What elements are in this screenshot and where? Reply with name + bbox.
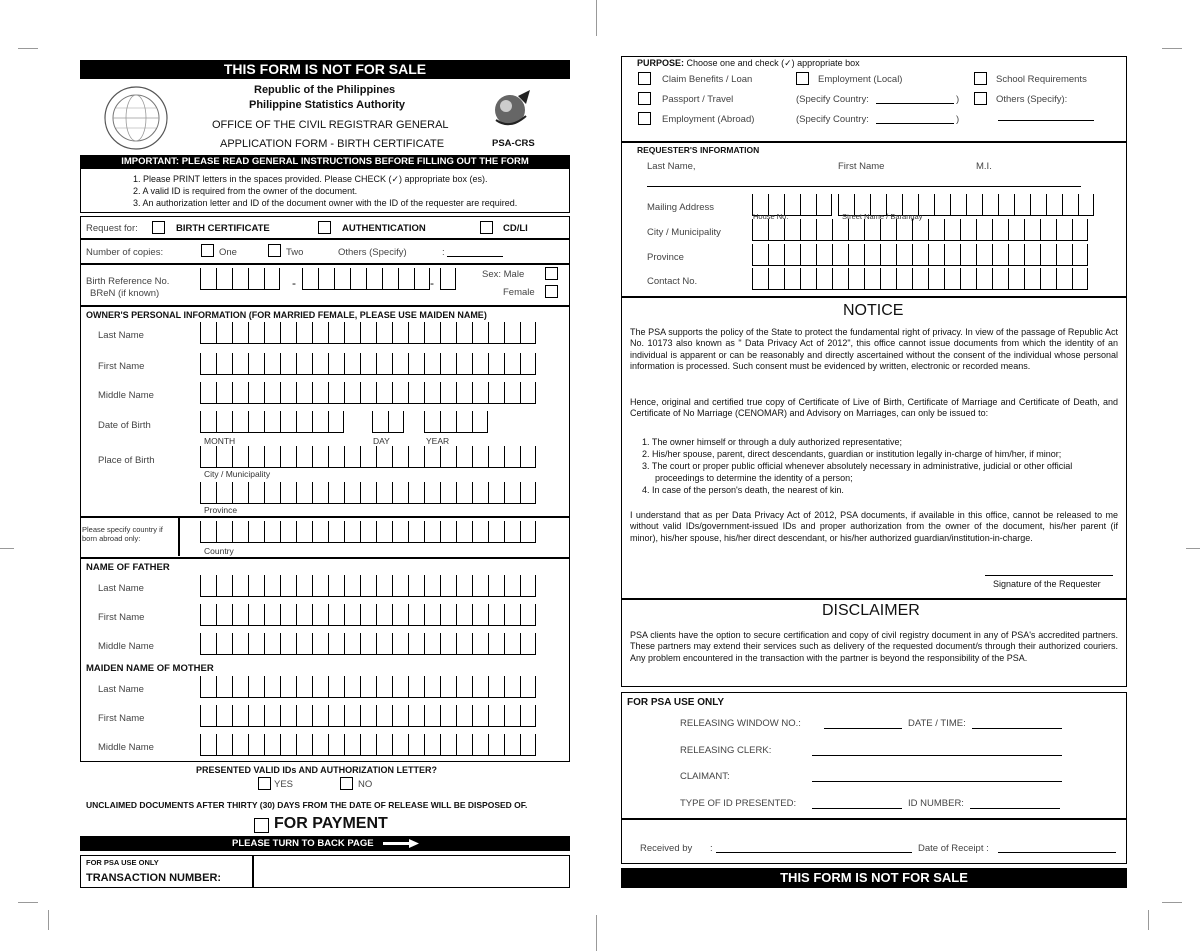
father-middle-name-field[interactable] bbox=[200, 633, 536, 655]
two-copies-label: Two bbox=[286, 247, 304, 258]
yes-checkbox[interactable] bbox=[258, 777, 271, 790]
datetime-field[interactable] bbox=[972, 728, 1062, 729]
claim-benefits-checkbox[interactable] bbox=[638, 72, 651, 85]
disclaimer-title: DISCLAIMER bbox=[822, 602, 920, 619]
father-first-name-field[interactable] bbox=[200, 604, 536, 626]
birth-certificate-label: BIRTH CERTIFICATE bbox=[176, 223, 270, 234]
contact-field[interactable] bbox=[752, 268, 1088, 290]
requester-mi-label: M.I. bbox=[976, 161, 992, 172]
street-label: Street Name / Barangay bbox=[842, 212, 923, 221]
received-by-colon: : bbox=[710, 843, 713, 854]
purpose-instruction: Choose one and check (✓) appropriate box bbox=[686, 58, 860, 68]
passport-checkbox[interactable] bbox=[638, 92, 651, 105]
close-paren-1: ) bbox=[956, 94, 960, 105]
country-field[interactable] bbox=[200, 521, 536, 543]
claimant-field[interactable] bbox=[812, 781, 1062, 782]
city-label: City / Municipality bbox=[204, 469, 271, 479]
releasing-clerk-field[interactable] bbox=[812, 755, 1062, 756]
psa-logo-icon bbox=[490, 86, 536, 130]
important-title: IMPORTANT: PLEASE READ GENERAL INSTRUCTIONS BEFORE FILLING OUT THE FORM bbox=[80, 155, 570, 169]
instruction-3: 3. An authorization letter and ID of the document owner with the ID of the requester are required. bbox=[133, 198, 518, 208]
father-last-name-label: Last Name bbox=[98, 583, 144, 594]
country-label: Country bbox=[204, 546, 234, 556]
requester-title: REQUESTER'S INFORMATION bbox=[637, 145, 760, 155]
republic-text: Republic of the Philippines bbox=[254, 84, 396, 96]
bren-field-3[interactable] bbox=[440, 268, 456, 290]
authentication-checkbox[interactable] bbox=[318, 221, 331, 234]
female-checkbox[interactable] bbox=[545, 285, 558, 298]
owner-first-name-field[interactable] bbox=[200, 353, 536, 375]
releasing-window-field[interactable] bbox=[824, 728, 902, 729]
unclaimed-notice: UNCLAIMED DOCUMENTS AFTER THIRTY (30) DAYS FROM THE DATE OF RELEASE WILL BE DISPOSED OF. bbox=[86, 800, 528, 810]
dob-label: Date of Birth bbox=[98, 420, 151, 431]
mother-middle-name-label: Middle Name bbox=[98, 742, 154, 753]
received-by-label: Received by bbox=[640, 843, 693, 854]
dob-year-field[interactable] bbox=[424, 411, 488, 433]
others-purpose-label: Others (Specify): bbox=[996, 94, 1068, 105]
claim-benefits-label: Claim Benefits / Loan bbox=[662, 74, 753, 85]
notice-paragraph-1: The PSA supports the policy of the State to protect the fundamental right of privacy. In view of the passage of Republic Act No. 10173 also known as " Data Privacy Act of 2012", this office cannot issue documents from which the identity of an individual is apparent or can be reasonably and directly ascertained without the consent of the individual whose personal information is processed. Such consent must be evidenced by written, electronic or recorded means. bbox=[630, 327, 1118, 372]
form-code: PSA-CRS bbox=[492, 138, 535, 149]
mother-middle-name-field[interactable] bbox=[200, 734, 536, 756]
pob-city-field[interactable] bbox=[200, 446, 536, 468]
abroad-note: Please specify country if born abroad only: bbox=[82, 525, 163, 543]
male-checkbox[interactable] bbox=[545, 267, 558, 280]
purpose-heading bbox=[637, 58, 860, 69]
bren-field-2[interactable] bbox=[302, 268, 430, 290]
mailing-address-label: Mailing Address bbox=[647, 202, 715, 213]
cdli-checkbox[interactable] bbox=[480, 221, 493, 234]
transaction-number-field[interactable] bbox=[254, 857, 568, 887]
notice-item-3: 3. The court or proper public official whenever absolutely necessary in administrative, judicial or other official bbox=[642, 461, 1073, 471]
employment-abroad-label: Employment (Abroad) bbox=[662, 114, 755, 125]
mother-section-title: MAIDEN NAME OF MOTHER bbox=[86, 663, 214, 674]
month-label: MONTH bbox=[204, 436, 236, 446]
bren-field-1[interactable] bbox=[200, 268, 280, 290]
requester-city-label: City / Municipality bbox=[647, 227, 721, 238]
specify-country-label-2: (Specify Country: bbox=[796, 114, 869, 125]
psa-use-only-right: FOR PSA USE ONLY bbox=[627, 697, 725, 708]
notice-item-2: 2. His/her spouse, parent, direct descendants, guardian or institution legally in-charge of him/her, if minor; bbox=[642, 449, 1062, 459]
notice-item-4: 4. In case of the person's death, the nearest of kin. bbox=[642, 485, 844, 495]
notice-item-3-cont: proceedings to determine the identity of a person; bbox=[655, 473, 853, 483]
top-banner: THIS FORM IS NOT FOR SALE bbox=[80, 60, 570, 79]
others-colon: : bbox=[442, 247, 445, 258]
province-label: Province bbox=[204, 505, 238, 515]
turn-page-bar bbox=[80, 836, 570, 851]
notice-title: NOTICE bbox=[843, 302, 904, 319]
notice-item-1: 1. The owner himself or through a duly authorized representative; bbox=[642, 437, 902, 447]
releasing-window-label: RELEASING WINDOW NO.: bbox=[680, 718, 801, 729]
dob-day-field[interactable] bbox=[372, 411, 404, 433]
for-payment-label: FOR PAYMENT bbox=[274, 815, 388, 832]
pob-province-field[interactable] bbox=[200, 482, 536, 504]
others-purpose-checkbox[interactable] bbox=[974, 92, 987, 105]
psa-use-only-left: FOR PSA USE ONLY bbox=[86, 858, 159, 867]
pob-label: Place of Birth bbox=[98, 455, 155, 466]
id-number-label: ID NUMBER: bbox=[908, 798, 964, 809]
office-text: OFFICE OF THE CIVIL REGISTRAR GENERAL bbox=[212, 119, 449, 131]
datetime-label: DATE / TIME: bbox=[908, 718, 966, 729]
requester-first-name-label: First Name bbox=[838, 161, 885, 172]
instruction-2: 2. A valid ID is required from the owner of the document. bbox=[133, 186, 358, 196]
others-purpose-field[interactable] bbox=[998, 120, 1094, 121]
female-label: Female bbox=[503, 287, 535, 298]
year-label: YEAR bbox=[426, 436, 450, 446]
mother-last-name-label: Last Name bbox=[98, 684, 144, 695]
notice-paragraph-2: Hence, original and certified true copy of Certificate of Live of Birth, Certificate of Marriage and Certificate of Death, and Certificate of No Marriage (CENOMAR) and Advisory on Marriages, can only be issued to: bbox=[630, 397, 1118, 419]
id-number-field[interactable] bbox=[970, 808, 1060, 809]
bren-dash-2: - bbox=[430, 276, 434, 290]
father-first-name-label: First Name bbox=[98, 612, 145, 623]
copies-label: Number of copies: bbox=[86, 247, 164, 258]
school-requirements-label: School Requirements bbox=[996, 74, 1087, 85]
one-copy-label: One bbox=[219, 247, 237, 258]
transaction-number-label: TRANSACTION NUMBER: bbox=[86, 872, 222, 884]
bottom-banner: THIS FORM IS NOT FOR SALE bbox=[621, 868, 1127, 888]
two-copies-checkbox[interactable] bbox=[268, 244, 281, 257]
mother-first-name-label: First Name bbox=[98, 713, 145, 724]
specify-country-field-1[interactable] bbox=[876, 103, 954, 104]
presented-ids-question: PRESENTED VALID IDs AND AUTHORIZATION LETTER? bbox=[196, 765, 438, 775]
for-payment-checkbox[interactable] bbox=[254, 818, 269, 833]
requester-city-field[interactable] bbox=[752, 219, 1088, 241]
date-receipt-label: Date of Receipt : bbox=[918, 843, 989, 854]
bren-label-2: BReN (if known) bbox=[90, 288, 160, 299]
agency-text: Philippine Statistics Authority bbox=[249, 99, 406, 111]
owner-first-name-label: First Name bbox=[98, 361, 145, 372]
employment-local-checkbox[interactable] bbox=[796, 72, 809, 85]
signature-label: Signature of the Requester bbox=[993, 579, 1101, 589]
passport-label: Passport / Travel bbox=[662, 94, 734, 105]
requester-signature-line[interactable] bbox=[985, 575, 1113, 576]
authentication-label: AUTHENTICATION bbox=[342, 223, 426, 234]
day-label: DAY bbox=[373, 436, 390, 446]
owner-middle-name-label: Middle Name bbox=[98, 390, 154, 401]
father-last-name-field[interactable] bbox=[200, 575, 536, 597]
owner-section-title: OWNER'S PERSONAL INFORMATION (FOR MARRIED FEMALE, PLEASE USE MAIDEN NAME) bbox=[86, 310, 487, 320]
others-copies-field[interactable] bbox=[447, 256, 503, 257]
yes-label: YES bbox=[274, 779, 294, 790]
requester-last-name-label: Last Name, bbox=[647, 161, 696, 172]
birth-certificate-checkbox[interactable] bbox=[152, 221, 165, 234]
specify-country-field-2[interactable] bbox=[876, 123, 954, 124]
releasing-clerk-label: RELEASING CLERK: bbox=[680, 745, 772, 756]
turn-page-text: PLEASE TURN TO BACK PAGE bbox=[232, 838, 374, 849]
form-title: APPLICATION FORM - BIRTH CERTIFICATE bbox=[220, 138, 445, 150]
contact-label: Contact No. bbox=[647, 276, 698, 287]
owner-last-name-label: Last Name bbox=[98, 330, 144, 341]
house-no-label: House No. bbox=[753, 212, 789, 221]
mother-first-name-field[interactable] bbox=[200, 705, 536, 727]
date-receipt-field[interactable] bbox=[998, 852, 1116, 853]
others-copies-label: Others (Specify) bbox=[338, 247, 407, 258]
id-type-field[interactable] bbox=[812, 808, 902, 809]
request-label: Request for: bbox=[86, 223, 138, 234]
close-paren-2: ) bbox=[956, 114, 960, 125]
requester-province-label: Province bbox=[647, 252, 684, 263]
instruction-1: 1. Please PRINT letters in the spaces provided. Please CHECK (✓) appropriate box (es). bbox=[133, 174, 488, 184]
father-middle-name-label: Middle Name bbox=[98, 641, 154, 652]
dob-month-field[interactable] bbox=[200, 411, 344, 433]
psa-seal-icon bbox=[100, 84, 172, 152]
id-type-label: TYPE OF ID PRESENTED: bbox=[680, 798, 797, 809]
requester-province-field[interactable] bbox=[752, 244, 1088, 266]
disclaimer-text: PSA clients have the option to secure certification and copy of civil registry document in any of PSA's accredited partners. These partners may extend their services such as delivery of the requested document/s through their authorized couriers. Any problem encountered in the transaction with the partner is beyond the responsibility of the PSA. bbox=[630, 630, 1118, 663]
right-arrow-icon bbox=[383, 839, 419, 848]
employment-local-label: Employment (Local) bbox=[818, 74, 903, 85]
mother-last-name-field[interactable] bbox=[200, 676, 536, 698]
school-requirements-checkbox[interactable] bbox=[974, 72, 987, 85]
specify-country-label-1: (Specify Country: bbox=[796, 94, 869, 105]
one-copy-checkbox[interactable] bbox=[201, 244, 214, 257]
father-section-title: NAME OF FATHER bbox=[86, 562, 170, 573]
bren-dash-1: - bbox=[292, 276, 296, 290]
purpose-title: PURPOSE: bbox=[637, 58, 685, 68]
notice-paragraph-3: I understand that as per Data Privacy Act of 2012, PSA documents, if available in this office, cannot be released to me without valid IDs/government-issued IDs and proper authorization from the owner of the document, his/her parent (if minor), his/her spouse, his/her direct descendant, or his/her authorized guardian/institution-in-charge. bbox=[630, 510, 1118, 543]
claimant-label: CLAIMANT: bbox=[680, 771, 730, 782]
no-checkbox[interactable] bbox=[340, 777, 353, 790]
owner-last-name-field[interactable] bbox=[200, 322, 536, 344]
cdli-label: CD/LI bbox=[503, 223, 528, 234]
employment-abroad-checkbox[interactable] bbox=[638, 112, 651, 125]
owner-middle-name-field[interactable] bbox=[200, 382, 536, 404]
sex-male-label: Sex: Male bbox=[482, 269, 525, 280]
no-label: NO bbox=[358, 779, 373, 790]
bren-label-1: Birth Reference No. bbox=[86, 276, 170, 287]
received-by-field[interactable] bbox=[716, 852, 912, 853]
requester-name-field[interactable] bbox=[647, 186, 1081, 187]
